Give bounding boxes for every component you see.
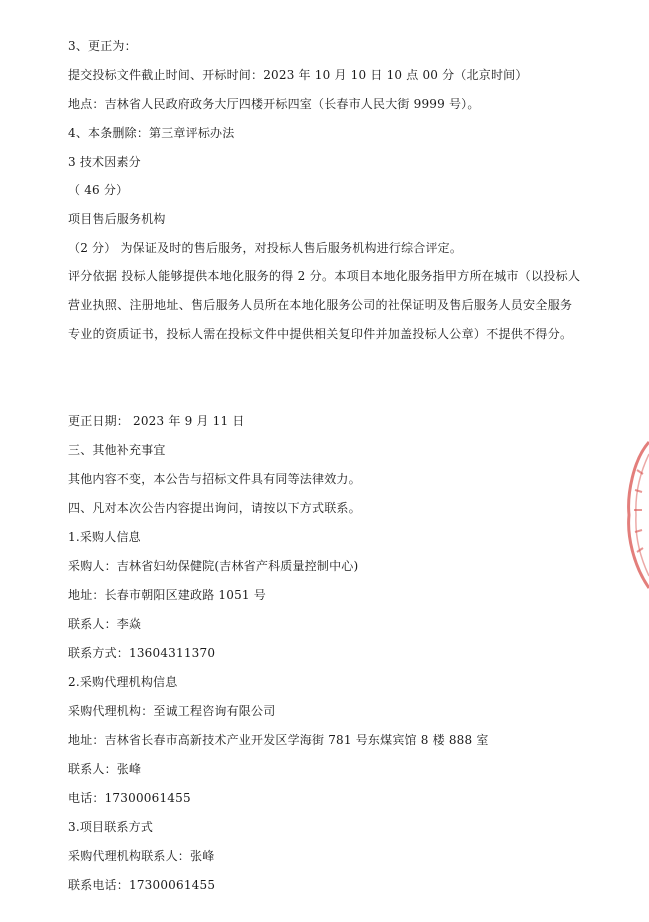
deadline-text: 提交投标文件截止时间、开标时间：2023 年 10 月 10 日 10 点 00 分（北京时间） xyxy=(68,68,528,82)
location-text: 地点：吉林省人民政府政务大厅四楼开标四室（长春市人民大街 9999 号）。 xyxy=(68,97,480,111)
purchaser-name: 采购人：吉林省妇幼保健院(吉林省产科质量控制中心) xyxy=(68,559,359,573)
project-contact-phone: 联系电话：17300061455 xyxy=(68,878,216,892)
after-sales-title: 项目售后服务机构 xyxy=(68,212,166,226)
purchaser-contact: 联系人：李焱 xyxy=(68,617,142,631)
section-4-heading: 四、凡对本次公告内容提出询问，请按以下方式联系。 xyxy=(68,501,361,515)
agency-name: 采购代理机构：至诚工程咨询有限公司 xyxy=(68,704,276,718)
seal-stamp-icon xyxy=(625,440,649,590)
purchaser-info-heading: 1.采购人信息 xyxy=(68,530,141,544)
technical-factors-title: 3 技术因素分 xyxy=(68,155,141,169)
agency-phone: 电话：17300061455 xyxy=(68,791,191,805)
after-sales-score-line: （2 分） 为保证及时的售后服务，对投标人售后服务机构进行综合评定。 xyxy=(68,241,463,255)
project-contact-heading: 3.项目联系方式 xyxy=(68,820,154,834)
purchaser-phone: 联系方式：13604311370 xyxy=(68,646,216,660)
legal-effect-text: 其他内容不变，本公告与招标文件具有同等法律效力。 xyxy=(68,472,361,486)
agency-info-heading: 2.采购代理机构信息 xyxy=(68,675,178,689)
clause-3-heading: 3、更正为： xyxy=(68,39,137,53)
correction-date: 更正日期： 2023 年 9 月 11 日 xyxy=(68,414,245,428)
scoring-basis-paragraph: 评分依据 投标人能够提供本地化服务的得 2 分。本项目本地化服务指甲方所在城市（以投标人营业执照、注册地址、售后服务人员所在本地化服务公司的社保证明及售后服务人员安全服务专业的资质证书，投标人需在投标文件中提供相关复印件并加盖投标人公章）不提供不得分。 xyxy=(68,269,581,341)
purchaser-address: 地址：长春市朝阳区建政路 1051 号 xyxy=(68,588,266,602)
agency-address: 地址：吉林省长春市高新技术产业开发区学海街 781 号东煤宾馆 8 楼 888 室 xyxy=(68,733,489,747)
clause-4-heading: 4、本条删除：第三章评标办法 xyxy=(68,126,235,140)
technical-factors-score: （ 46 分） xyxy=(68,183,129,197)
agency-contact: 联系人：张峰 xyxy=(68,762,142,776)
section-3-heading: 三、其他补充事宜 xyxy=(68,443,166,457)
project-contact-person: 采购代理机构联系人：张峰 xyxy=(68,849,215,863)
